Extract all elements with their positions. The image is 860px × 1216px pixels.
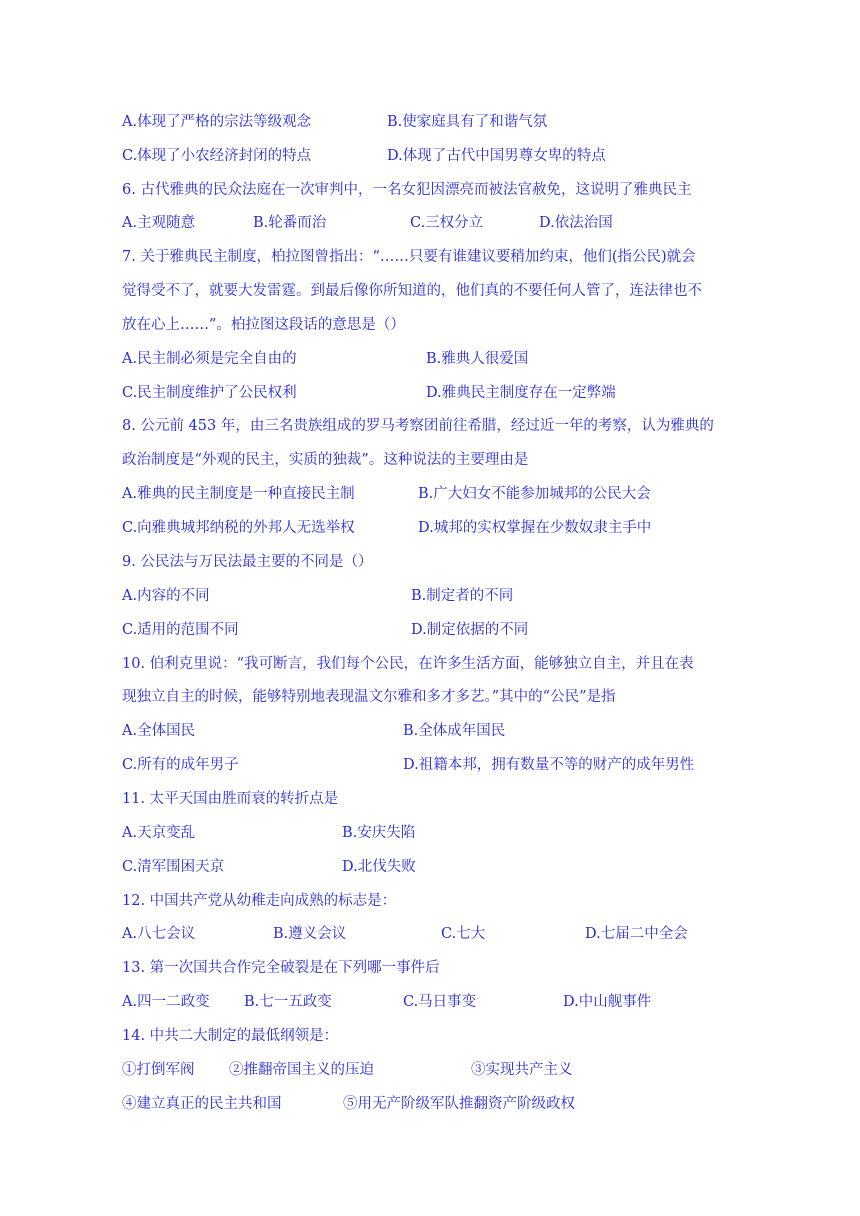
question-text: 7. 关于雅典民主制度，柏拉图曾指出：“……只要有谁建议要稍加约束，他们(指公民)就会	[122, 249, 696, 265]
answer-option: B.遵义会议	[273, 926, 347, 942]
answer-option: C.民主制度维护了公民权利	[122, 385, 297, 401]
answer-option: D.北伐失败	[342, 859, 416, 875]
answer-option: ②推翻帝国主义的压迫	[229, 1062, 374, 1078]
answer-option: C.清军围困天京	[122, 859, 225, 875]
question-text: 10. 伯利克里说：“我可断言，我们每个公民，在许多生活方面，能够独立自主，并且在表	[122, 656, 694, 672]
answer-option: A.八七会议	[122, 926, 196, 942]
answer-option: ④建立真正的民主共和国	[122, 1096, 282, 1112]
question-text: 6. 古代雅典的民众法庭在一次审判中，一名女犯因漂亮而被法官赦免，这说明了雅典民主	[122, 182, 692, 198]
answer-option: D.依法治国	[539, 215, 613, 231]
answer-option: B.安庆失陷	[342, 825, 416, 841]
question-text: 13. 第一次国共合作完全破裂是在下列哪一事件后	[122, 960, 440, 976]
answer-option: A.内容的不同	[122, 588, 210, 604]
answer-option: B.使家庭具有了和谐气氛	[387, 114, 548, 130]
answer-option: D.祖籍本邦，拥有数量不等的财产的成年男性	[403, 757, 695, 773]
answer-option: ⑤用无产阶级军队推翻资产阶级政权	[343, 1096, 575, 1112]
answer-option: B.轮番而治	[253, 215, 327, 231]
question-text: 觉得受不了，就要大发雷霆。到最后像你所知道的，他们真的不要任何人管了，连法律也不	[122, 283, 702, 299]
question-text: 9. 公民法与万民法最主要的不同是（）	[122, 554, 373, 570]
answer-option: B.全体成年国民	[403, 723, 506, 739]
answer-option: C.三权分立	[410, 215, 484, 231]
answer-option: D.七届二中全会	[585, 926, 688, 942]
answer-option: D.雅典民主制度存在一定弊端	[426, 385, 616, 401]
answer-option: B.雅典人很爱国	[426, 351, 529, 367]
answer-option: A.天京变乱	[122, 825, 196, 841]
answer-option: C.所有的成年男子	[122, 757, 239, 773]
answer-option: C.马日事变	[403, 994, 477, 1010]
answer-option: C.向雅典城邦纳税的外邦人无选举权	[122, 520, 355, 536]
question-text: 11. 太平天国由胜而衰的转折点是	[122, 791, 339, 807]
answer-option: B.广大妇女不能参加城邦的公民大会	[418, 486, 651, 502]
answer-option: A.四一二政变	[122, 994, 210, 1010]
answer-option: A.体现了严格的宗法等级观念	[122, 114, 312, 130]
answer-option: A.全体国民	[122, 723, 196, 739]
question-text: 政治制度是“外观的民主，实质的独裁”。这种说法的主要理由是	[122, 452, 529, 468]
answer-option: A.雅典的民主制度是一种直接民主制	[122, 486, 355, 502]
answer-option: C.七大	[441, 926, 486, 942]
answer-option: A.主观随意	[122, 215, 196, 231]
question-text: 现独立自主的时候，能够特别地表现温文尔雅和多才多艺。”其中的“公民”是指	[122, 689, 616, 705]
answer-option: D.中山舰事件	[563, 994, 652, 1010]
answer-option: A.民主制必须是完全自由的	[122, 351, 297, 367]
question-text: 放在心上……”。柏拉图这段话的意思是（）	[122, 317, 405, 333]
answer-option: ③实现共产主义	[471, 1062, 573, 1078]
answer-option: C.适用的范围不同	[122, 622, 239, 638]
answer-option: D.制定依据的不同	[411, 622, 529, 638]
question-text: 8. 公元前 453 年，由三名贵族组成的罗马考察团前往希腊，经过近一年的考察，认为雅典的	[122, 418, 714, 434]
answer-option: B.制定者的不同	[411, 588, 514, 604]
answer-option: ①打倒军阀	[122, 1062, 195, 1078]
answer-option: C.体现了小农经济封闭的特点	[122, 148, 312, 164]
answer-option: D.城邦的实权掌握在少数奴隶主手中	[418, 520, 652, 536]
answer-option: D.体现了古代中国男尊女卑的特点	[387, 148, 606, 164]
question-text: 14. 中共二大制定的最低纲领是：	[122, 1028, 339, 1044]
answer-option: B.七一五政变	[244, 994, 332, 1010]
question-text: 12. 中国共产党从幼稚走向成熟的标志是：	[122, 893, 397, 909]
